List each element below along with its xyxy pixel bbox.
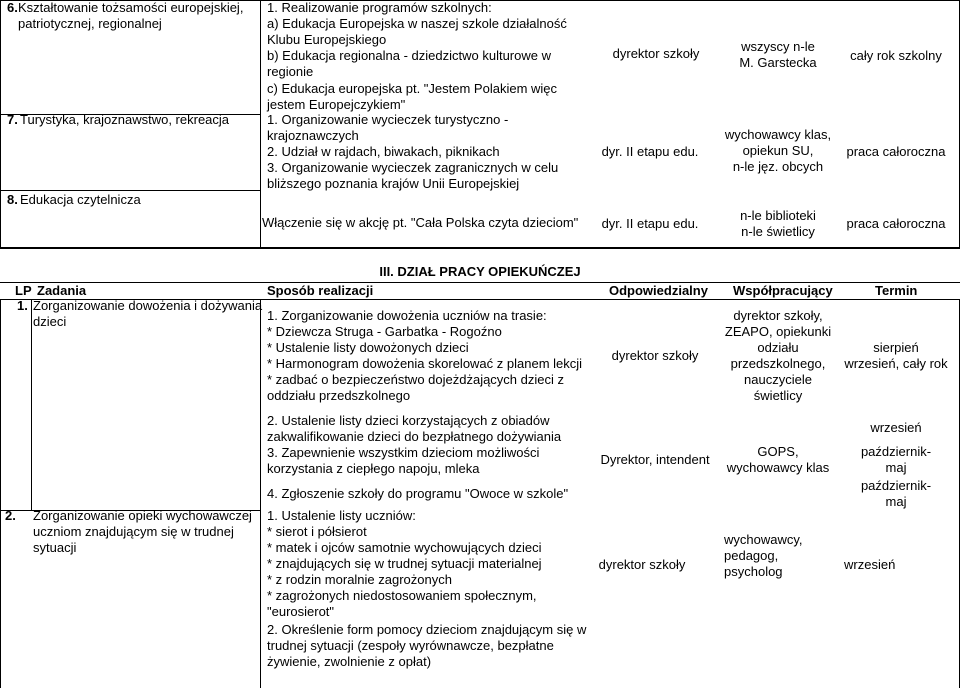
row2-method-line: żywienie, zwolnienie z opłat) bbox=[267, 654, 432, 669]
row1-term-a-line1: sierpień bbox=[873, 340, 919, 355]
row8-method: Włączenie się w akcję pt. "Cała Polska czyta dzieciom" bbox=[262, 215, 579, 230]
row1-task-line1: Zorganizowanie dowożenia i dożywania bbox=[33, 298, 263, 313]
row1-method-b3: 4. Zgłoszenie szkoły do programu "Owoce w szkole" bbox=[267, 486, 569, 501]
row2-method-line: * z rodzin moralnie zagrożonych bbox=[267, 572, 452, 587]
row6-method-line: b) Edukacja regionalna - dziedzictwo kulturowe w bbox=[267, 48, 551, 63]
row7-method-line: bliższego poznania krajów Unii Europejskiej bbox=[267, 176, 520, 191]
row7-method-line: krajoznawczych bbox=[267, 128, 359, 143]
row1-term-b2-line1: październik- bbox=[860, 444, 932, 459]
row1-cooperating-b-line2: wychowawcy klas bbox=[726, 460, 830, 475]
row7-method-line: 2. Udział w rajdach, biwakach, piknikach bbox=[267, 144, 500, 159]
row7-method-line: 3. Organizowanie wycieczek zagranicznych w celu bbox=[267, 160, 559, 175]
header-lp: LP bbox=[15, 283, 32, 298]
row7-cooperating-line2: opiekun SU, bbox=[742, 143, 814, 158]
row1-cooperating-line: odziału bbox=[757, 340, 799, 355]
row2-number: 2. bbox=[5, 508, 16, 523]
row1-term-b3-line1: październik- bbox=[860, 478, 932, 493]
row2-task-line3: sytuacji bbox=[33, 540, 77, 555]
row6-method-line: jestem Europejczykiem" bbox=[267, 97, 406, 112]
row1-term-b3-line2: maj bbox=[885, 494, 907, 509]
header-cooperating: Współpracujący bbox=[733, 283, 833, 298]
row6-method-line: 1. Realizowanie programów szkolnych: bbox=[267, 0, 492, 15]
row6-method-line: regionie bbox=[267, 64, 314, 79]
row1-method-line: * zadbać o bezpieczeństwo dojeżdżających dzieci z bbox=[267, 372, 565, 387]
row7-cooperating-line3: n-le jęz. obcych bbox=[732, 159, 824, 174]
row6-task-line1: Kształtowanie tożsamości europejskiej, bbox=[18, 0, 244, 15]
row6-method-line: c) Edukacja europejska pt. "Jestem Polakiem więc bbox=[267, 81, 558, 96]
header-method: Sposób realizacji bbox=[267, 283, 374, 298]
row6-cooperating-line2: M. Garstecka bbox=[739, 55, 817, 70]
row1-number: 1. bbox=[17, 298, 28, 313]
row1-task-line2: dzieci bbox=[33, 314, 67, 329]
row6-task-line2: patriotycznej, regionalnej bbox=[18, 16, 162, 31]
row1-responsible-b: Dyrektor, intendent bbox=[600, 452, 710, 467]
row8-cooperating-line1: n-le biblioteki bbox=[740, 208, 816, 223]
row7-term: praca całoroczna bbox=[846, 144, 946, 159]
row6-responsible: dyrektor szkoły bbox=[612, 46, 700, 61]
row2-cooperating-line3: psycholog bbox=[724, 564, 783, 579]
row2-method-line: "eurosierot" bbox=[267, 604, 335, 619]
header-tasks: Zadania bbox=[37, 283, 87, 298]
row7-method-line: 1. Organizowanie wycieczek turystyczno - bbox=[267, 112, 509, 127]
row6-number: 6. bbox=[7, 0, 18, 15]
row8-responsible: dyr. II etapu edu. bbox=[601, 216, 699, 231]
row6-method-line: Klubu Europejskiego bbox=[267, 32, 387, 47]
row1-method-b1-line1: 2. Ustalenie listy dzieci korzystających z obiadów bbox=[267, 413, 550, 428]
row8-cooperating-line2: n-le świetlicy bbox=[741, 224, 815, 239]
row2-method-line: * matek i ojców samotnie wychowujących dzieci bbox=[267, 540, 542, 555]
row7-number: 7. bbox=[7, 112, 18, 127]
row1-method-line: oddziału przedszkolnego bbox=[267, 388, 411, 403]
row2-method-line: 1. Ustalenie listy uczniów: bbox=[267, 508, 416, 523]
row2-task-line2: uczniom znajdującym się w trudnej bbox=[33, 524, 234, 539]
row1-term-a-line2: wrzesień, cały rok bbox=[844, 356, 948, 371]
row2-cooperating-line2: pedagog, bbox=[724, 548, 779, 563]
row6-cooperating-line1: wszyscy n-le bbox=[741, 39, 815, 54]
row2-method-line: * sierot i półsierot bbox=[267, 524, 367, 539]
row1-term-b2-line2: maj bbox=[885, 460, 907, 475]
row7-responsible: dyr. II etapu edu. bbox=[601, 144, 699, 159]
row2-responsible: dyrektor szkoły bbox=[598, 557, 686, 572]
row1-method-line: * Dziewcza Struga - Garbatka - Rogoźno bbox=[267, 324, 502, 339]
row2-term: wrzesień bbox=[844, 557, 896, 572]
row7-task: Turystyka, krajoznawstwo, rekreacja bbox=[20, 112, 230, 127]
row1-method-b2-line2: korzystania z ciepłego napoju, mleka bbox=[267, 461, 480, 476]
row8-term: praca całoroczna bbox=[846, 216, 946, 231]
row1-method-line: * Ustalenie listy dowożonych dzieci bbox=[267, 340, 469, 355]
row8-number: 8. bbox=[7, 192, 18, 207]
row6-term: cały rok szkolny bbox=[850, 48, 942, 63]
header-responsible: Odpowiedzialny bbox=[609, 283, 708, 298]
row1-cooperating-line: nauczyciele bbox=[744, 372, 812, 387]
row1-method-b1-line2: zakwalifikowanie dzieci do bezpłatnego dożywiania bbox=[267, 429, 562, 444]
row2-task-line1: Zorganizowanie opieki wychowawczej bbox=[33, 508, 252, 523]
row1-cooperating-line: przedszkolnego, bbox=[730, 356, 826, 371]
row1-cooperating-line: ZEAPO, opiekunki bbox=[724, 324, 832, 339]
row2-cooperating-line1: wychowawcy, bbox=[724, 532, 803, 547]
row1-method-line: 1. Zorganizowanie dowożenia uczniów na trasie: bbox=[267, 308, 547, 323]
row1-method-b2-line1: 3. Zapewnienie wszystkim dzieciom możliwości bbox=[267, 445, 540, 460]
row1-cooperating-b-line1: GOPS, bbox=[757, 444, 799, 459]
row8-task: Edukacja czytelnicza bbox=[20, 192, 141, 207]
row7-cooperating-line1: wychowawcy klas, bbox=[724, 127, 832, 142]
row1-cooperating-line: dyrektor szkoły, bbox=[733, 308, 823, 323]
row1-responsible-a: dyrektor szkoły bbox=[611, 348, 699, 363]
row2-method-line: * zagrożonych niedostosowaniem społecznym, bbox=[267, 588, 537, 603]
row1-cooperating-line: świetlicy bbox=[753, 388, 803, 403]
row2-method-line: 2. Określenie form pomocy dzieciom znajdującym się w bbox=[267, 622, 587, 637]
header-term: Termin bbox=[875, 283, 918, 298]
section-title: III. DZIAŁ PRACY OPIEKUŃCZEJ bbox=[379, 264, 581, 279]
row2-method-line: trudnej sytuacji (zespoły wyrównawcze, bezpłatne bbox=[267, 638, 554, 653]
row6-method-line: a) Edukacja Europejska w naszej szkole działalność bbox=[267, 16, 567, 31]
row2-method-line: * znajdujących się w trudnej sytuacji materialnej bbox=[267, 556, 542, 571]
row1-term-b1: wrzesień bbox=[870, 420, 922, 435]
row1-method-line: * Harmonogram dowożenia skorelować z planem lekcji bbox=[267, 356, 583, 371]
